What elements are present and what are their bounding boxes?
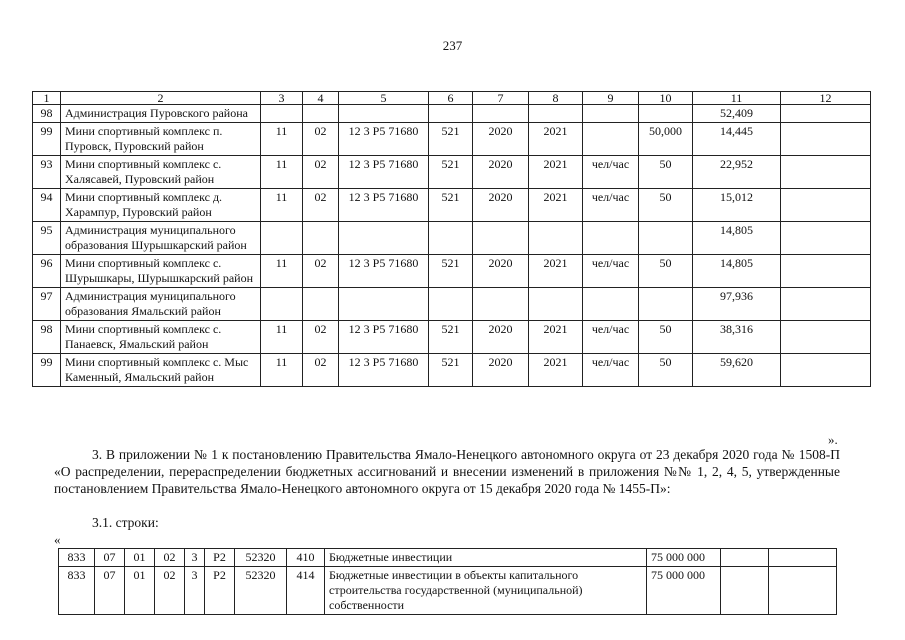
table-cell: 11: [261, 354, 303, 387]
table-cell: 02: [303, 123, 339, 156]
table-cell: [583, 123, 639, 156]
row-name-cell: Администрация муниципального образования Ямальский район: [61, 288, 261, 321]
table-cell: 50,000: [639, 123, 693, 156]
table-cell: 521: [429, 321, 473, 354]
table-cell: 2020: [473, 156, 529, 189]
table-cell: чел/час: [583, 354, 639, 387]
table-cell: 521: [429, 123, 473, 156]
table-cell: [529, 288, 583, 321]
column-number: 7: [473, 92, 529, 105]
column-number: 12: [781, 92, 871, 105]
table-cell: [781, 189, 871, 222]
table-cell: 12 3 P5 71680: [339, 156, 429, 189]
table-cell: 97: [33, 288, 61, 321]
table-cell: 94: [33, 189, 61, 222]
table-cell: 15,012: [693, 189, 781, 222]
column-number: 6: [429, 92, 473, 105]
table-cell: 414: [287, 567, 325, 615]
table-cell: [529, 105, 583, 123]
table-cell: 3: [185, 567, 205, 615]
column-number: 5: [339, 92, 429, 105]
table-row: [33, 123, 871, 156]
table-cell: чел/час: [583, 156, 639, 189]
page-number: 237: [442, 38, 463, 53]
table-cell: [429, 105, 473, 123]
table-cell: [639, 105, 693, 123]
table-cell: 2021: [529, 189, 583, 222]
table-row: [33, 105, 871, 123]
closing-quote: ».: [828, 432, 838, 447]
table-cell: 02: [303, 255, 339, 288]
table-cell: [261, 105, 303, 123]
table-cell: [303, 288, 339, 321]
table-row: [33, 255, 871, 288]
table-cell: 02: [303, 189, 339, 222]
table-cell: 12 3 P5 71680: [339, 354, 429, 387]
row-name-cell: Администрация Пуровского района: [61, 105, 261, 123]
table-cell: 12 3 P5 71680: [339, 123, 429, 156]
table-cell: [473, 105, 529, 123]
paragraph-3: 3. В приложении № 1 к постановлению Правительства Ямало-Ненецкого автономного округа от 23 декабря 2020 года № 1508-П «О распределении, перераспределении бюджетных ассигнований и внесении изменений в приложения №№ 1, 2, 4, 5, утвержденные постановлением Правительства Ямало-Ненецкого автономного округа от 15 декабря 2020 года № 1455-П»:: [54, 447, 840, 496]
table-cell: 96: [33, 255, 61, 288]
paragraph-3-1: 3.1. строки:: [92, 515, 159, 530]
table-cell: [639, 288, 693, 321]
table-cell: 2020: [473, 255, 529, 288]
column-number: 1: [33, 92, 61, 105]
table-cell: 11: [261, 123, 303, 156]
table-cell: 02: [155, 567, 185, 615]
table-cell: 01: [125, 567, 155, 615]
table-cell: 2021: [529, 255, 583, 288]
table-cell: 50: [639, 255, 693, 288]
table-cell: 3: [185, 549, 205, 567]
table-cell: 50: [639, 156, 693, 189]
row-name-cell: Администрация муниципального образования Шурышкарский район: [61, 222, 261, 255]
table-cell: 59,620: [693, 354, 781, 387]
table-cell: [583, 105, 639, 123]
table-cell: 521: [429, 156, 473, 189]
table-cell: [781, 156, 871, 189]
table-cell: P2: [205, 549, 235, 567]
table-cell: 12 3 P5 71680: [339, 255, 429, 288]
table-cell: [781, 321, 871, 354]
row-name-cell: Мини спортивный комплекс д. Харампур, Пуровский район: [61, 189, 261, 222]
table-row: [33, 288, 871, 321]
table-cell: 50: [639, 321, 693, 354]
table-cell: 50: [639, 354, 693, 387]
table-row: [33, 156, 871, 189]
table-cell: [781, 288, 871, 321]
row-name-cell: Мини спортивный комплекс с. Панаевск, Ямальский район: [61, 321, 261, 354]
column-number: 3: [261, 92, 303, 105]
budget-table: [32, 91, 871, 387]
table-cell: 521: [429, 189, 473, 222]
table-cell: 14,805: [693, 222, 781, 255]
table-cell: [473, 222, 529, 255]
table-cell: [769, 549, 837, 567]
appendix-rows-table: [58, 548, 837, 615]
table-cell: [303, 222, 339, 255]
table-cell: [639, 222, 693, 255]
table-row: [33, 189, 871, 222]
table-cell: 2021: [529, 156, 583, 189]
table-cell: 50: [639, 189, 693, 222]
table-cell: 11: [261, 189, 303, 222]
row-name-cell: Мини спортивный комплекс с. Шурышкары, Шурышкарский район: [61, 255, 261, 288]
table-cell: 02: [303, 321, 339, 354]
table-cell: 99: [33, 354, 61, 387]
table-cell: 07: [95, 549, 125, 567]
table-cell: 2020: [473, 354, 529, 387]
table-cell: [583, 288, 639, 321]
table-row: [33, 321, 871, 354]
table-cell: 02: [155, 549, 185, 567]
table-cell: 2020: [473, 123, 529, 156]
column-number: 2: [61, 92, 261, 105]
row-name-cell: Мини спортивный комплекс с. Халясавей, Пуровский район: [61, 156, 261, 189]
table-cell: [721, 549, 769, 567]
table-cell: 2021: [529, 354, 583, 387]
table-cell: P2: [205, 567, 235, 615]
table-cell: 12 3 P5 71680: [339, 189, 429, 222]
table-cell: 98: [33, 321, 61, 354]
table-cell: [261, 222, 303, 255]
table-cell: 97,936: [693, 288, 781, 321]
table-cell: [429, 288, 473, 321]
table-cell: [781, 255, 871, 288]
table-cell: 2020: [473, 321, 529, 354]
table-row: [59, 549, 837, 567]
table-cell: 38,316: [693, 321, 781, 354]
table-cell: 11: [261, 255, 303, 288]
table-cell: 2020: [473, 189, 529, 222]
table-cell: [781, 354, 871, 387]
table-cell: 410: [287, 549, 325, 567]
table-cell: 52320: [235, 567, 287, 615]
table-cell: [429, 222, 473, 255]
description-cell: Бюджетные инвестиции в объекты капитального строительства государственной (муниципальной) собственности: [325, 567, 647, 615]
column-number: 8: [529, 92, 583, 105]
table-cell: [339, 288, 429, 321]
table-cell: [473, 288, 529, 321]
table-cell: 22,952: [693, 156, 781, 189]
table-cell: [303, 105, 339, 123]
opening-quote: «: [54, 532, 61, 547]
table-cell: 11: [261, 156, 303, 189]
table-cell: 14,445: [693, 123, 781, 156]
table-cell: [769, 567, 837, 615]
table-cell: 521: [429, 354, 473, 387]
table-cell: 14,805: [693, 255, 781, 288]
column-number: 4: [303, 92, 339, 105]
table-cell: 75 000 000: [647, 549, 721, 567]
table-cell: 833: [59, 549, 95, 567]
table-cell: [529, 222, 583, 255]
table-cell: 521: [429, 255, 473, 288]
table-cell: 95: [33, 222, 61, 255]
table-cell: 2021: [529, 321, 583, 354]
table-cell: 2021: [529, 123, 583, 156]
row-name-cell: Мини спортивный комплекс п. Пуровск, Пуровский район: [61, 123, 261, 156]
table-cell: [721, 567, 769, 615]
table-row: [33, 222, 871, 255]
table-cell: 11: [261, 321, 303, 354]
table-cell: 93: [33, 156, 61, 189]
table-cell: 52320: [235, 549, 287, 567]
table-cell: 99: [33, 123, 61, 156]
table-cell: 12 3 P5 71680: [339, 321, 429, 354]
column-number: 9: [583, 92, 639, 105]
table-cell: 98: [33, 105, 61, 123]
column-number: 11: [693, 92, 781, 105]
table-cell: чел/час: [583, 255, 639, 288]
table-cell: [781, 123, 871, 156]
table-cell: 02: [303, 156, 339, 189]
table-cell: 02: [303, 354, 339, 387]
table-cell: [781, 105, 871, 123]
table-cell: [261, 288, 303, 321]
table-cell: чел/час: [583, 321, 639, 354]
table-cell: 01: [125, 549, 155, 567]
description-cell: Бюджетные инвестиции: [325, 549, 647, 567]
table-cell: 75 000 000: [647, 567, 721, 615]
table-row: [33, 354, 871, 387]
table-cell: [583, 222, 639, 255]
table-header-row: [33, 92, 871, 105]
table-cell: 52,409: [693, 105, 781, 123]
table-cell: [339, 105, 429, 123]
table-cell: чел/час: [583, 189, 639, 222]
table-cell: [339, 222, 429, 255]
table-cell: 07: [95, 567, 125, 615]
table-cell: 833: [59, 567, 95, 615]
column-number: 10: [639, 92, 693, 105]
table-row: [59, 567, 837, 615]
row-name-cell: Мини спортивный комплекс с. Мыс Каменный, Ямальский район: [61, 354, 261, 387]
table-cell: [781, 222, 871, 255]
